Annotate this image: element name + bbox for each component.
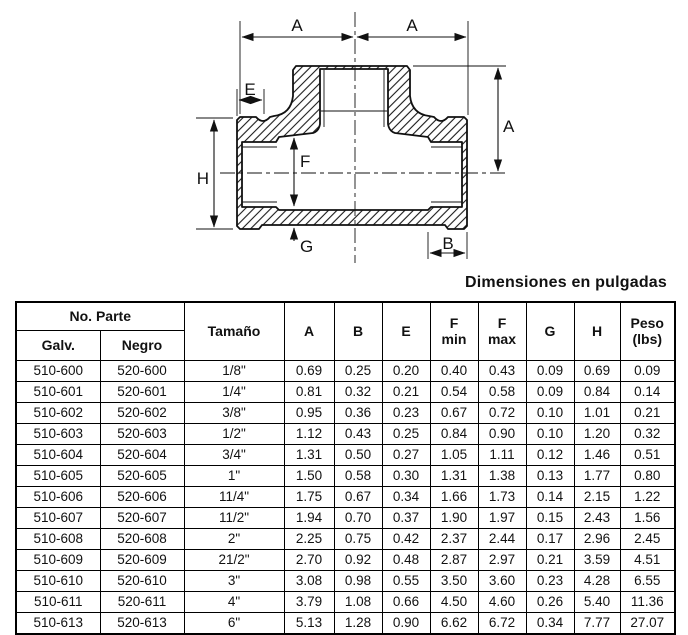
table-cell: 1.38 <box>478 466 526 487</box>
table-cell: 0.17 <box>526 529 574 550</box>
table-cell: 510-608 <box>16 529 100 550</box>
table-row <box>16 550 675 571</box>
table-cell: 510-611 <box>16 592 100 613</box>
table-cell: 0.42 <box>382 529 430 550</box>
dim-h-label: H <box>196 169 209 188</box>
table-cell: 1.20 <box>574 424 620 445</box>
table-row <box>16 424 675 445</box>
header-peso-line1: Peso <box>630 314 664 331</box>
table-cell: 1.22 <box>620 487 675 508</box>
table-cell: 2.44 <box>478 529 526 550</box>
table-cell: 2.45 <box>620 529 675 550</box>
table-cell: 0.09 <box>526 382 574 403</box>
table-cell: 0.98 <box>334 571 382 592</box>
table-cell: 0.21 <box>620 403 675 424</box>
table-cell: 2.87 <box>430 550 478 571</box>
table-cell: 0.32 <box>334 382 382 403</box>
table-cell: 4.28 <box>574 571 620 592</box>
header-e: E <box>382 302 430 361</box>
table-cell: 0.43 <box>478 361 526 382</box>
table-cell: 1.31 <box>284 445 334 466</box>
table-cell: 0.25 <box>382 424 430 445</box>
table-cell: 0.37 <box>382 508 430 529</box>
table-row <box>16 487 675 508</box>
table-cell: 520-601 <box>100 382 184 403</box>
table-cell: 510-606 <box>16 487 100 508</box>
table-cell: 0.10 <box>526 424 574 445</box>
dimensions-table <box>15 301 676 635</box>
table-cell: 3.79 <box>284 592 334 613</box>
table-cell: 21/2" <box>184 550 284 571</box>
table-cell: 4" <box>184 592 284 613</box>
table-row <box>16 445 675 466</box>
table-row <box>16 466 675 487</box>
table-cell: 0.30 <box>382 466 430 487</box>
header-peso-line2: (lbs) <box>632 330 663 347</box>
tee-cross-section-svg <box>0 0 688 272</box>
table-header <box>16 302 675 361</box>
table-cell: 510-602 <box>16 403 100 424</box>
table-cell: 2.97 <box>478 550 526 571</box>
table-cell: 6.55 <box>620 571 675 592</box>
table-cell: 0.12 <box>526 445 574 466</box>
table-cell: 0.20 <box>382 361 430 382</box>
table-cell: 1.73 <box>478 487 526 508</box>
dim-f-label: F <box>300 152 311 171</box>
table-cell: 0.13 <box>526 466 574 487</box>
table-cell: 0.10 <box>526 403 574 424</box>
table-cell: 11/4" <box>184 487 284 508</box>
table-cell: 510-600 <box>16 361 100 382</box>
table-cell: 520-608 <box>100 529 184 550</box>
header-no-parte: No. Parte <box>16 302 184 331</box>
table-row <box>16 508 675 529</box>
table-cell: 4.60 <box>478 592 526 613</box>
table-cell: 0.81 <box>284 382 334 403</box>
table-cell: 3/8" <box>184 403 284 424</box>
table-cell: 0.36 <box>334 403 382 424</box>
table-cell: 6.72 <box>478 613 526 635</box>
header-g: G <box>526 302 574 361</box>
table-cell: 0.09 <box>620 361 675 382</box>
dim-a-top-left-label: A <box>291 16 303 35</box>
header-tamano: Tamaño <box>184 302 284 361</box>
table-cell: 0.69 <box>284 361 334 382</box>
table-cell: 0.14 <box>526 487 574 508</box>
table-cell: 0.32 <box>620 424 675 445</box>
table-cell: 0.54 <box>430 382 478 403</box>
table-row <box>16 592 675 613</box>
table-cell: 0.43 <box>334 424 382 445</box>
table-cell: 520-605 <box>100 466 184 487</box>
table-cell: 3.08 <box>284 571 334 592</box>
table-cell: 11/2" <box>184 508 284 529</box>
header-negro: Negro <box>100 331 184 361</box>
dim-g-label: G <box>300 237 314 256</box>
table-cell: 0.70 <box>334 508 382 529</box>
table-cell: 520-600 <box>100 361 184 382</box>
tee-body-section <box>237 66 467 229</box>
table-cell: 1.11 <box>478 445 526 466</box>
table-cell: 510-604 <box>16 445 100 466</box>
table-cell: 6.62 <box>430 613 478 635</box>
table-cell: 0.40 <box>430 361 478 382</box>
table-cell: 2.15 <box>574 487 620 508</box>
table-cell: 1.66 <box>430 487 478 508</box>
dim-a-top-right-label: A <box>406 16 418 35</box>
table-cell: 1" <box>184 466 284 487</box>
table-cell: 0.25 <box>334 361 382 382</box>
table-cell: 520-607 <box>100 508 184 529</box>
table-cell: 0.09 <box>526 361 574 382</box>
caption: Dimensiones en pulgadas <box>465 274 667 291</box>
table-cell: 1/8" <box>184 361 284 382</box>
table-cell: 0.92 <box>334 550 382 571</box>
table-cell: 2.25 <box>284 529 334 550</box>
table-cell: 510-609 <box>16 550 100 571</box>
table-cell: 5.13 <box>284 613 334 635</box>
table-cell: 1.94 <box>284 508 334 529</box>
header-f-min <box>430 302 478 361</box>
table-cell: 4.51 <box>620 550 675 571</box>
table-cell: 0.55 <box>382 571 430 592</box>
table-cell: 0.66 <box>382 592 430 613</box>
table-cell: 0.67 <box>334 487 382 508</box>
table-cell: 1/2" <box>184 424 284 445</box>
table-cell: 3.50 <box>430 571 478 592</box>
table-cell: 0.48 <box>382 550 430 571</box>
table-cell: 2.37 <box>430 529 478 550</box>
table-cell: 3" <box>184 571 284 592</box>
table-cell: 0.69 <box>574 361 620 382</box>
table-cell: 0.58 <box>478 382 526 403</box>
header-f-min-line1: F <box>449 314 459 331</box>
table-cell: 0.21 <box>526 550 574 571</box>
header-f-min-line2: min <box>441 330 467 347</box>
header-galv: Galv. <box>16 331 100 361</box>
table-cell: 1.46 <box>574 445 620 466</box>
table-cell: 0.90 <box>478 424 526 445</box>
table-cell: 1.75 <box>284 487 334 508</box>
table-cell: 7.77 <box>574 613 620 635</box>
table-row <box>16 361 675 382</box>
table-cell: 520-610 <box>100 571 184 592</box>
table-cell: 0.23 <box>382 403 430 424</box>
table-cell: 1.31 <box>430 466 478 487</box>
table-cell: 27.07 <box>620 613 675 635</box>
header-f-max-line2: max <box>487 330 517 347</box>
table-row <box>16 529 675 550</box>
table-cell: 1.50 <box>284 466 334 487</box>
header-f-max <box>478 302 526 361</box>
table-cell: 2.96 <box>574 529 620 550</box>
table-cell: 2" <box>184 529 284 550</box>
table-cell: 1.28 <box>334 613 382 635</box>
table-cell: 520-604 <box>100 445 184 466</box>
table-body <box>16 361 675 635</box>
table-row <box>16 571 675 592</box>
table-cell: 0.14 <box>620 382 675 403</box>
table-cell: 520-606 <box>100 487 184 508</box>
table-cell: 0.23 <box>526 571 574 592</box>
table-cell: 3.59 <box>574 550 620 571</box>
header-peso <box>620 302 675 361</box>
table-cell: 2.70 <box>284 550 334 571</box>
table-cell: 0.26 <box>526 592 574 613</box>
dim-b-label: B <box>442 234 454 253</box>
table-row <box>16 403 675 424</box>
header-h: H <box>574 302 620 361</box>
table-cell: 1.56 <box>620 508 675 529</box>
tee-fitting-diagram <box>0 0 688 272</box>
table-cell: 520-613 <box>100 613 184 635</box>
table-cell: 0.51 <box>620 445 675 466</box>
table-cell: 2.43 <box>574 508 620 529</box>
table-cell: 0.27 <box>382 445 430 466</box>
table-cell: 11.36 <box>620 592 675 613</box>
table-cell: 0.50 <box>334 445 382 466</box>
table-cell: 1.77 <box>574 466 620 487</box>
table-cell: 520-609 <box>100 550 184 571</box>
header-b: B <box>334 302 382 361</box>
table-cell: 520-611 <box>100 592 184 613</box>
table-cell: 0.75 <box>334 529 382 550</box>
table-cell: 510-607 <box>16 508 100 529</box>
table-cell: 510-610 <box>16 571 100 592</box>
dim-a-right-label: A <box>503 117 515 136</box>
table-cell: 520-603 <box>100 424 184 445</box>
table-cell: 510-605 <box>16 466 100 487</box>
table-cell: 0.67 <box>430 403 478 424</box>
table-cell: 1/4" <box>184 382 284 403</box>
table-cell: 510-603 <box>16 424 100 445</box>
table-cell: 5.40 <box>574 592 620 613</box>
table-cell: 0.84 <box>430 424 478 445</box>
table-cell: 1.90 <box>430 508 478 529</box>
table-cell: 1.12 <box>284 424 334 445</box>
table-cell: 0.21 <box>382 382 430 403</box>
table-cell: 0.15 <box>526 508 574 529</box>
table-cell: 6" <box>184 613 284 635</box>
header-f-max-line1: F <box>497 314 507 331</box>
table-cell: 1.08 <box>334 592 382 613</box>
table-cell: 0.34 <box>382 487 430 508</box>
dim-e-label: E <box>244 80 256 99</box>
table-cell: 520-602 <box>100 403 184 424</box>
table-cell: 510-601 <box>16 382 100 403</box>
table-cell: 0.58 <box>334 466 382 487</box>
table-cell: 510-613 <box>16 613 100 635</box>
table-cell: 1.01 <box>574 403 620 424</box>
table-cell: 0.34 <box>526 613 574 635</box>
table-cell: 1.97 <box>478 508 526 529</box>
table-row <box>16 382 675 403</box>
table-cell: 3.60 <box>478 571 526 592</box>
table-cell: 0.90 <box>382 613 430 635</box>
table-cell: 0.84 <box>574 382 620 403</box>
header-a: A <box>284 302 334 361</box>
table-cell: 0.80 <box>620 466 675 487</box>
table-cell: 3/4" <box>184 445 284 466</box>
table-cell: 0.72 <box>478 403 526 424</box>
table-cell: 0.95 <box>284 403 334 424</box>
table-cell: 4.50 <box>430 592 478 613</box>
table-cell: 1.05 <box>430 445 478 466</box>
